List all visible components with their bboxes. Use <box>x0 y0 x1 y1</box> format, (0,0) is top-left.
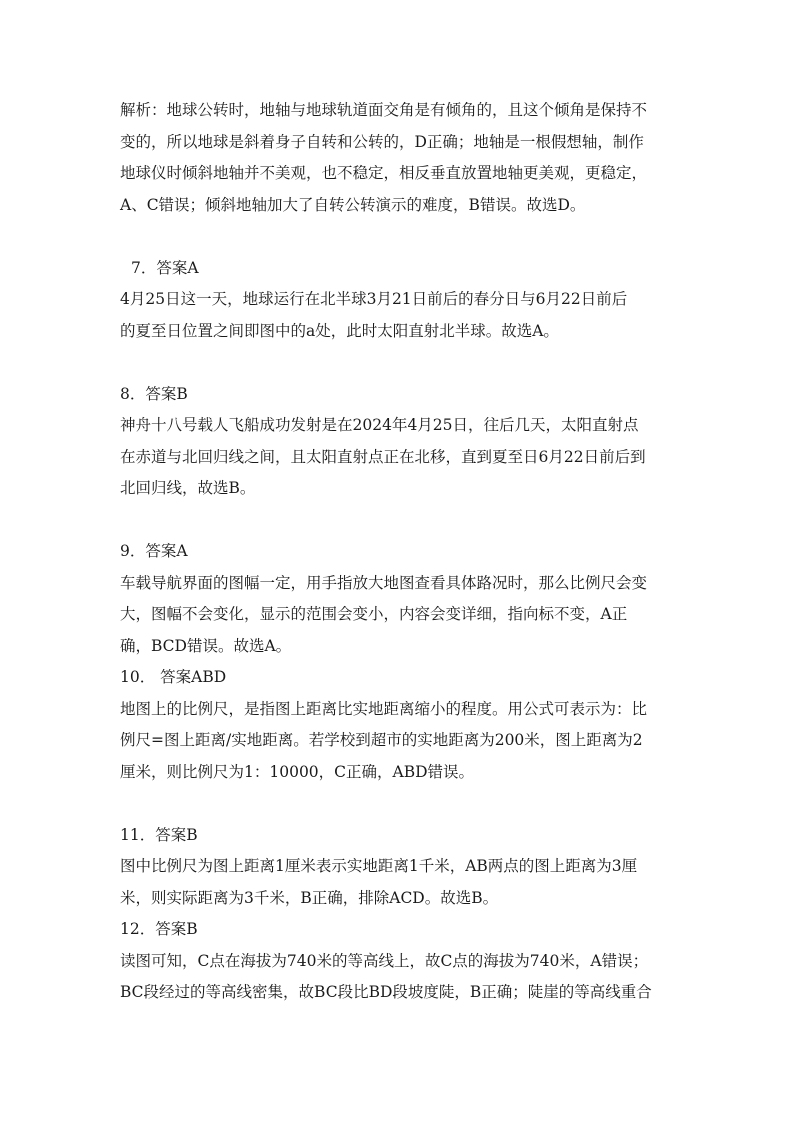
answer-12 <box>120 914 666 1009</box>
text-line: 4月25日这一天，地球运行在北半球3月21日前后的春分日与6月22日前后 <box>120 290 628 308</box>
answer-heading: 10． 答案ABD <box>120 668 227 686</box>
text-line: 图中比例尺为图上距离1厘米表示实地距离1千米，AB两点的图上距离为3厘 <box>120 857 638 875</box>
answer-heading: 9．答案A <box>120 542 188 560</box>
text-line: A、C错误；倾斜地轴加大了自转公转演示的难度，B错误。故选D。 <box>120 195 586 214</box>
text-line: 厘米，则比例尺为1：10000，C正确，ABD错误。 <box>120 762 475 781</box>
text-line: 的夏至日位置之间即图中的a处，此时太阳直射北半球。故选A。 <box>120 321 559 340</box>
text-line: BC段经过的等高线密集，故BC段比BD段坡度陡，B正确；陡崖的等高线重合 <box>120 983 652 1001</box>
answer-8 <box>120 379 666 505</box>
paragraph-gap <box>120 788 666 820</box>
text-line: 在赤道与北回归线之间，且太阳直射点正在北移，直到夏至日6月22日前后到 <box>120 447 646 466</box>
text-line: 例尺=图上距离/实地距离。若学校到超市的实地距离为200米，图上距离为2 <box>120 731 643 749</box>
text-line: 地图上的比例尺，是指图上距离比实地距离缩小的程度。用公式可表示为：比 <box>120 699 648 718</box>
paragraph-gap <box>120 347 666 379</box>
answer-heading: 8．答案B <box>120 384 188 403</box>
text-line: 神舟十八号载人飞船成功发射是在2024年4月25日，往后几天，太阳直射点 <box>120 416 639 434</box>
paragraph-gap <box>120 505 666 537</box>
text-line: 变的，所以地球是斜着身子自转和公转的，D正确；地轴是一根假想轴，制作 <box>120 132 644 151</box>
text-line: 确，BCD错误。故选A。 <box>120 636 292 655</box>
answer-9 <box>120 536 666 662</box>
answer-heading: 11．答案B <box>120 825 198 844</box>
text-line: 解析：地球公转时，地轴与地球轨道面交角是有倾角的，且这个倾角是保持不 <box>120 101 648 119</box>
answer-11 <box>120 820 666 915</box>
answer-10 <box>120 662 666 788</box>
answer-heading: 12．答案B <box>120 920 198 938</box>
answer-heading: 7．答案A <box>131 258 199 277</box>
text-line: 大，图幅不会变化，显示的范围会变小，内容会变详细，指向标不变，A正 <box>120 605 628 623</box>
analysis-paragraph <box>120 95 666 221</box>
paragraph-gap <box>120 221 666 253</box>
answer-7 <box>120 253 666 348</box>
text-line: 读图可知，C点在海拔为740米的等高线上，故C点的海拔为740米，A错误； <box>120 951 649 970</box>
text-line: 北回归线，故选B。 <box>120 479 256 497</box>
text-line: 米，则实际距离为3千米，B正确，排除ACD。故选B。 <box>120 888 499 907</box>
text-line: 车载导航界面的图幅一定，用手指放大地图查看具体路况时，那么比例尺会变 <box>120 573 648 592</box>
text-line: 地球仪时倾斜地轴并不美观，也不稳定，相反垂直放置地轴更美观，更稳定， <box>120 164 648 182</box>
